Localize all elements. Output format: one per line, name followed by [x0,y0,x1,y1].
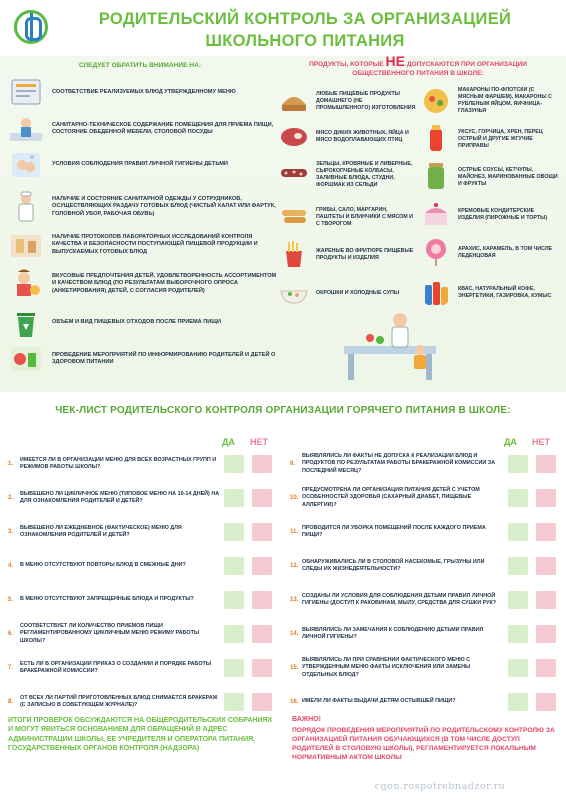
question-text: СОЗДАНЫ ЛИ УСЛОВИЯ ДЛЯ СОБЛЮДЕНИЯ ДЕТЬМИ ПРАВИЛ ЛИЧНОЙ ГИГИЕНЫ (ДОСТУП К РАКОВИНАМ, МЫЛУ, СРЕДСТВА ДЛЯ СУШКИ РУК? [302,592,497,606]
question-text: ИМЕЛИ ЛИ ФАКТЫ ВЫДАЧИ ДЕТЯМ ОСТЫВШЕЙ ПИЩИ? [302,698,456,705]
question-number: 2. [8,495,14,501]
no-header-right: НЕТ [532,437,550,447]
yes-checkbox[interactable] [224,625,244,643]
attention-text: УСЛОВИЯ СОБЛЮДЕНИЯ ПРАВИЛ ЛИЧНОЙ ГИГИЕНЫ ДЕТЬМИ [52,161,228,168]
no-checkbox[interactable] [252,659,272,677]
attention-item [8,112,278,146]
forbidden-item [420,122,556,156]
no-checkbox[interactable] [252,625,272,643]
forbidden-item [278,158,414,192]
question-text: ВЫЯВЛЯЛИСЬ ЛИ ФАКТЫ НЕ ДОПУСКА К РЕАЛИЗАЦИИ БЛЮД И ПРОДУКТОВ ПО РЕЗУЛЬТАТАМ РАБОТЫ БРАКЕРАЖНОЙ КОМИССИИ ЗА ПОСЛЕДНИЙ МЕСЯЦ? [302,453,495,474]
attention-text: САНИТАРНО-ТЕХНИЧЕСКОЕ СОДЕРЖАНИЕ ПОМЕЩЕНИЯ ДЛЯ ПРИЕМА ПИЩИ, СОСТОЯНИЕ ОБЕДЕННОЙ МЕБЕЛИ, СТОЛОВОЙ ПОСУДЫ [52,121,274,135]
question-text: В МЕНЮ ОТСУТСТВУЮТ ЗАПРЕЩЕННЫЕ БЛЮДА И ПРОДУКТЫ? [20,596,194,603]
yes-checkbox[interactable] [508,455,528,473]
question-number: 12. [290,563,299,569]
checklist-question [290,617,490,651]
question-number: 11. [290,529,299,535]
forbidden-title-ne: НЕ [385,53,405,69]
no-checkbox[interactable] [252,591,272,609]
header [0,0,566,56]
forbidden-item [278,120,414,154]
no-checkbox[interactable] [536,489,556,507]
attention-text: СООТВЕТСТВИЕ РЕАЛИЗУЕМЫХ БЛЮД УТВЕРЖДЕННОМУ МЕНЮ [52,89,236,96]
hand-washing-icon [8,149,44,181]
condiments-icon [420,123,452,153]
child-eating-icon [8,268,44,300]
question-number: 1. [8,461,14,467]
checklist-question [8,515,208,549]
attention-text: НАЛИЧИЕ ПРОТОКОЛОВ ЛАБОРАТОРНЫХ ИССЛЕДОВАНИЙ КОНТРОЛЯ КАЧЕСТВА И БЕЗОПАСНОСТИ ПОСТУПАЮЩЕЙ ПИЩЕВОЙ ПРОДУКЦИИ И ВЫПУСКАЕМЫХ ГОТОВЫХ БЛЮД [52,233,258,255]
homemade-food-icon [278,85,310,115]
attention-item [8,76,278,110]
no-checkbox[interactable] [252,557,272,575]
forbidden-text: ЖАРЕНЫЕ ВО ФРИТЮРЕ ПИЩЕВЫЕ ПРОДУКТЫ И ИЗДЕЛИЯ [316,248,414,261]
lollipop-icon [420,237,452,267]
yes-checkbox[interactable] [224,693,244,711]
forbidden-text: ГРИБЫ, САЛО, МАРГАРИН, ПАШТЕТЫ И БЛИНЧИКИ С МЯСОМ И С ТВОРОГОМ [316,206,413,227]
yes-checkbox[interactable] [224,523,244,541]
forbidden-text: МЯСО ДИКИХ ЖИВОТНЫХ, ЯЙЦА И МЯСО ВОДОПЛАВАЮЩИХ ПТИЦ [316,130,409,143]
question-text: ПРЕДУСМОТРЕНА ЛИ ОРГАНИЗАЦИЯ ПИТАНИЯ ДЕТЕЙ С УЧЕТОМ ОСОБЕННОСТЕЙ ЗДОРОВЬЯ (САХАРНЫЙ ДИАБЕТ, ПИЩЕВЫЕ АЛЛЕРГИИ)? [302,487,480,508]
menu-board-icon [8,77,44,109]
yes-checkbox[interactable] [508,489,528,507]
checklist-question [8,447,217,481]
attention-text: ВКУСОВЫЕ ПРЕДПОЧТЕНИЯ ДЕТЕЙ, УДОВЛЕТВОРЕННОСТЬ АССОРТИМЕНТОМ И КАЧЕСТВОМ БЛЮД (ПО РЕЗУЛЬТАТАМ ВЫБОРОЧНОГО ОПРОСА (АНКЕТИРОВАНИЯ) ДЕТЕЙ, С СОГЛАСИЯ РОДИТЕЛЕЙ) [52,272,277,294]
question-text: ПРОВОДИТСЯ ЛИ УБОРКА ПОМЕЩЕНИЙ ПОСЛЕ КАЖДОГО ПРИЕМА ПИЩИ? [302,524,486,538]
fries-icon [278,239,310,269]
healthy-food-poster-icon [8,343,44,375]
checklist-question [8,651,212,685]
pickles-jar-icon [420,161,452,191]
yes-header-left: ДА [222,437,235,447]
question-number: 6. [8,631,14,637]
cake-icon [420,199,452,229]
forbidden-item [278,84,414,118]
forbidden-item [420,236,556,270]
forbidden-text: УКСУС, ГОРЧИЦА, ХРЕН, ПЕРЕЦ ОСТРЫЙ И ДРУГИЕ ЖГУЧИЕ ПРИПРАВЫ [458,128,543,149]
checklist-question [290,651,490,685]
forbidden-text: ОСТРЫЕ СОУСЫ, КЕТЧУПЫ, МАЙОНЕЗ, МАРИНОВАННЫЕ ОВОЩИ И ФРУКТЫ [458,166,558,187]
cold-soup-icon [278,277,310,307]
checklist-question [8,583,208,617]
question-number: 5. [8,597,14,603]
forbidden-text: КРЕМОВЫЕ КОНДИТЕРСКИЕ ИЗДЕЛИЯ (ПИРОЖНЫЕ И ТОРТЫ) [458,208,548,221]
yes-checkbox[interactable] [224,489,244,507]
checklist-question [290,447,495,481]
question-text: ОБНАРУЖИВАЛИСЬ ЛИ В СТОЛОВОЙ НАСЕКОМЫЕ, ГРЫЗУНЫ ИЛИ СЛЕДЫ ИХ ЖИЗНЕДЕЯТЕЛЬНОСТИ? [302,558,485,572]
checklist-question [290,583,497,617]
question-number: 3. [8,529,14,535]
checklist-question [8,617,208,651]
attention-item [8,342,278,376]
waste-bin-icon [8,307,44,339]
checklist-question [290,515,490,549]
question-number: 10. [290,495,299,501]
attention-title: СЛЕДУЕТ ОБРАТИТЬ ВНИМАНИЕ НА: [78,62,202,69]
question-number: 4. [8,563,14,569]
important-note: ПОРЯДОК ПРОВЕДЕНИЯ МЕРОПРИЯТИЙ ПО РОДИТЕЛЬСКОМУ КОНТРОЛЮ ЗА ОРГАНИЗАЦИЕЙ ПИТАНИЯ ОБУЧАЮЩИХСЯ (В ТОМ ЧИСЛЕ ДОСТУП РОДИТЕЛЕЙ В СТОЛОВУЮ ШКОЛЫ), РЕГЛАМЕНТИРУЕТСЯ ЛОКАЛЬНЫМ НОРМАТИВНЫМ АКТОМ ШКОЛЫ [292,727,555,761]
attention-item [8,148,278,182]
lab-protocol-icon [8,229,44,261]
question-number: 16. [290,699,299,705]
forbidden-item [420,160,556,194]
question-number: 9. [290,461,296,467]
attention-item [8,190,278,224]
forbidden-text: МАКАРОНЫ ПО-ФЛОТСКИ (С МЯСНЫМ ФАРШЕМ), МАКАРОНЫ С РУБЛЕНЫМ ЯЙЦОМ, ЯИЧНИЦА-ГЛАЗУНЬЯ [458,87,552,114]
yes-checkbox[interactable] [508,557,528,575]
no-checkbox[interactable] [252,693,272,711]
forbidden-text: ЗЕЛЬЦЫ, КРОВЯНЫЕ И ЛИВЕРНЫЕ, СЫРОКОПЧЕНЫЕ КОЛБАСЫ, ЗАЛИВНЫЕ БЛЮДА, СТУДНИ, ФОРШМАК ИЗ СЕЛЬДИ [316,161,413,188]
yes-checkbox[interactable] [224,659,244,677]
no-checkbox[interactable] [252,455,272,473]
forbidden-item [420,198,556,232]
question-text: ВЫЯВЛЯЛИСЬ ЛИ ПРИ СРАВНЕНИИ ФАКТИЧЕСКОГО МЕНЮ С УТВЕРЖДЕННЫМ МЕНЮ ФАКТЫ ИСКЛЮЧЕНИЯ ИЛИ ЗАМЕНЫ ОТДЕЛЬНЫХ БЛЮД? [302,657,471,678]
yes-checkbox[interactable] [508,591,528,609]
no-checkbox[interactable] [536,557,556,575]
checklist-question [8,481,220,515]
yes-checkbox[interactable] [224,557,244,575]
cleaning-icon [8,113,44,145]
forbidden-item [278,200,414,234]
yes-checkbox[interactable] [508,659,528,677]
question-text: ИМЕЕТСЯ ЛИ В ОРГАНИЗАЦИИ МЕНЮ ДЛЯ ВСЕХ ВОЗРАСТНЫХ ГРУПП И РЕЖИМОВ РАБОТЫ ШКОЛЫ? [20,456,217,470]
attention-text: ПРОВЕДЕНИЕ МЕРОПРИЯТИЙ ПО ИНФОРМИРОВАНИЮ РОДИТЕЛЕЙ И ДЕТЕЙ О ЗДОРОВОМ ПИТАНИИ [52,351,276,365]
attention-item [8,228,278,262]
question-text: ВЫВЕШЕНО ЛИ ЕЖЕДНЕВНОЕ (ФАКТИЧЕСКОЕ) МЕНЮ ДЛЯ ОЗНАКОМЛЕНИЯ РОДИТЕЛЕЙ И ДЕТЕЙ? [20,524,182,538]
yes-checkbox[interactable] [508,523,528,541]
pancakes-icon [278,201,310,231]
pasta-icon [420,85,452,115]
yes-checkbox[interactable] [508,625,528,643]
checklist-question [8,685,218,719]
cook-uniform-icon [8,191,44,223]
page-title: РОДИТЕЛЬСКИЙ КОНТРОЛЬ ЗА ОРГАНИЗАЦИЕЙ ШКОЛЬНОГО ПИТАНИЯ [98,10,512,50]
question-number: 7. [8,665,14,671]
question-number: 13. [290,597,299,603]
forbidden-item [420,84,556,118]
important-label: ВАЖНО! [292,716,321,723]
footer-note: ИТОГИ ПРОВЕРОК ОБСУЖДАЮТСЯ НА ОБЩЕРОДИТЕЛЬСКИХ СОБРАНИЯХ И МОГУТ ЯВИТЬСЯ ОСНОВАНИЕМ ДЛЯ ОБРАЩЕНИЙ В АДРЕС АДМИНИСТРАЦИИ ШКОЛЫ, ЕЕ УЧРЕДИТЕЛЯ И ОПЕРАТОРА ПИТАНИЯ, ГОСУДАРСТВЕННЫХ ОРГАНОВ КОНТРОЛЯ (НАДЗОРА) [8,717,273,752]
attention-item [8,267,278,301]
forbidden-title-pre: ПРОДУКТЫ, КОТОРЫЕ [308,61,384,68]
question-text: В МЕНЮ ОТСУТСТВУЮТ ПОВТОРЫ БЛЮД В СМЕЖНЫЕ ДНИ? [20,562,186,569]
question-text: СООТВЕТСТВУЕТ ЛИ КОЛИЧЕСТВО ПРИЕМОВ ПИЩИ РЕГЛАМЕНТИРОВАННОМУ ЦИКЛИЧНЫМ МЕНЮ РЕЖИМУ РАБОТЫ ШКОЛЫ? [20,623,200,644]
question-number: 15. [290,665,299,671]
checklist-title: ЧЕК-ЛИСТ РОДИТЕЛЬСКОГО КОНТРОЛЯ ОРГАНИЗАЦИИ ГОРЯЧЕГО ПИТАНИЯ В ШКОЛЕ: [55,405,511,416]
attention-text: ОБЪЕМ И ВИД ПИЩЕВЫХ ОТХОДОВ ПОСЛЕ ПРИЕМА ПИЩИ [52,319,221,326]
forbidden-text: ЛЮБЫЕ ПИЩЕВЫЕ ПРОДУКТЫ ДОМАШНЕГО (НЕ ПРОМЫШЛЕННОГО) ИЗГОТОВЛЕНИЯ [316,90,416,111]
forbidden-text: КВАС, НАТУРАЛЬНЫЙ КОФЕ, ЭНЕРГЕТИКИ, ГАЗИРОВКА, КУМЫС [458,286,552,299]
yes-header-right: ДА [504,437,517,447]
forbidden-title [288,53,548,78]
forbidden-item [420,276,556,310]
question-text: ВЫЯВЛЯЛИСЬ ЛИ ЗАМЕЧАНИЯ К СОБЛЮДЕНИЮ ДЕТЬМИ ПРАВИЛ ЛИЧНОЙ ГИГИЕНЫ? [302,626,484,640]
question-number: 14. [290,631,299,637]
checklist-question [8,549,208,583]
checklist-question [290,549,490,583]
attention-text: НАЛИЧИЕ И СОСТОЯНИЕ САНИТАРНОЙ ОДЕЖДЫ У СОТРУДНИКОВ, ОСУЩЕСТВЛЯЮЩИХ РАЗДАЧУ ГОТОВЫХ БЛЮД (ЧИСТЫЙ ХАЛАТ ИЛИ ФАРТУК, ГОЛОВНОЙ УБОР, РАБОЧАЯ ОБУВЬ) [52,195,276,217]
checklist-question [290,481,490,515]
no-checkbox[interactable] [536,455,556,473]
question-text: ОТ ВСЕХ ЛИ ПАРТИЙ ПРИГОТОВЛЕННЫХ БЛЮД СНИМАЕТСЯ БРАКЕРАЖ (С ЗАПИСЬЮ В СОВЕТУЮЩЕМ ЖУРНАЛЕ)? [20,694,218,708]
no-checkbox[interactable] [536,659,556,677]
website-watermark: cgon.rospotrebnadzor.ru [374,781,506,792]
forbidden-text: АРАХИС, КАРАМЕЛЬ, В ТОМ ЧИСЛЕ ЛЕДЕНЦОВАЯ [458,246,553,259]
yes-checkbox[interactable] [224,591,244,609]
checklist-question [290,685,490,719]
logo-icon [14,10,48,44]
sausage-icon [278,159,310,189]
raw-meat-icon [278,121,310,151]
forbidden-text: ОКРОШКИ И ХОЛОДНЫЕ СУПЫ [316,289,400,296]
attention-item [8,306,278,340]
forbidden-title-post: ДОПУСКАЮТСЯ ПРИ ОРГАНИЗАЦИИ ОБЩЕСТВЕННОГО ПИТАНИЯ В ШКОЛЕ: [352,61,528,77]
no-checkbox[interactable] [252,489,272,507]
cafeteria-illustration [340,310,440,382]
no-header-left: НЕТ [250,437,268,447]
yes-checkbox[interactable] [508,693,528,711]
no-checkbox[interactable] [536,625,556,643]
no-checkbox[interactable] [536,693,556,711]
question-number: 8. [8,699,14,705]
yes-checkbox[interactable] [224,455,244,473]
soda-bottles-icon [420,277,452,307]
no-checkbox[interactable] [536,523,556,541]
forbidden-item [278,276,414,310]
question-text: ЕСТЬ ЛИ В ОРГАНИЗАЦИИ ПРИКАЗ О СОЗДАНИИ И ПОРЯДКЕ РАБОТЫ БРАКЕРАЖНОЙ КОМИССИИ? [20,660,212,674]
no-checkbox[interactable] [536,591,556,609]
forbidden-item [278,238,414,272]
no-checkbox[interactable] [252,523,272,541]
question-text: ВЫВЕШЕНО ЛИ ЦИКЛИЧНОЕ МЕНЮ (ТИПОВОЕ МЕНЮ НА 10-14 ДНЕЙ) НА ДЛЯ ОЗНАКОМЛЕНИЯ РОДИТЕЛЕЙ И ДЕТЕЙ? [20,490,220,504]
